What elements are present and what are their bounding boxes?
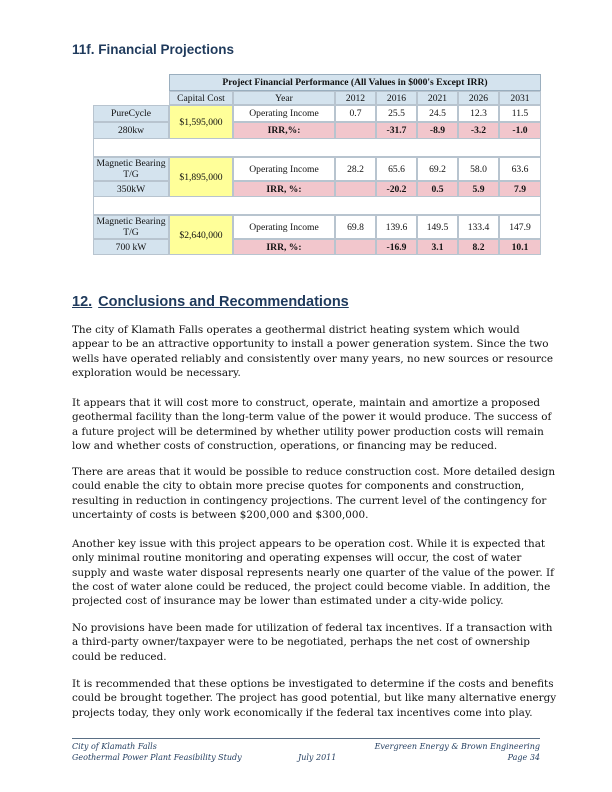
operating-income-row bbox=[233, 215, 541, 239]
table-spacer-row bbox=[93, 139, 541, 157]
value-cell: 69.2 bbox=[417, 157, 458, 181]
value-cell: 149.5 bbox=[417, 215, 458, 239]
footer-rule bbox=[72, 738, 540, 739]
project-capacity: 350kW bbox=[93, 181, 169, 197]
irr-row bbox=[233, 239, 541, 255]
capital-cost-cell: $1,895,000 bbox=[169, 157, 233, 197]
project-block-purecycle bbox=[93, 105, 541, 139]
value-cell: 139.6 bbox=[376, 215, 417, 239]
value-cell: 10.1 bbox=[499, 239, 541, 255]
value-cell: -8.9 bbox=[417, 122, 458, 139]
value-cell bbox=[335, 122, 376, 139]
header-capital-cost: Capital Cost bbox=[169, 91, 233, 105]
value-cell: 58.0 bbox=[458, 157, 499, 181]
header-2012: 2012 bbox=[335, 91, 376, 105]
operating-income-row bbox=[233, 105, 541, 122]
value-cell: 7.9 bbox=[499, 181, 541, 197]
project-name: Magnetic Bearing T/G bbox=[93, 157, 169, 181]
section-number: 12. bbox=[72, 294, 93, 310]
header-2031: 2031 bbox=[499, 91, 541, 105]
project-capacity: 280kw bbox=[93, 122, 169, 139]
capital-cost-cell: $2,640,000 bbox=[169, 215, 233, 255]
value-cell bbox=[335, 239, 376, 255]
value-cell: -16.9 bbox=[376, 239, 417, 255]
value-cell: 8.2 bbox=[458, 239, 499, 255]
table-spacer-row bbox=[93, 197, 541, 215]
value-cell: 63.6 bbox=[499, 157, 541, 181]
paragraph: There are areas that it would be possible to reduce construction cost. More detailed design could enable the city to obtain more precise quotes for components and construction, resulting in reduction in contingency projections. The current level of the contingency for uncertainty of costs is between $200,000 and $300,000. bbox=[72, 466, 556, 521]
value-cell: 133.4 bbox=[458, 215, 499, 239]
section-title: Conclusions and Recommendations bbox=[98, 294, 349, 310]
value-cell: 0.7 bbox=[335, 105, 376, 122]
value-cell: -1.0 bbox=[499, 122, 541, 139]
value-cell: 5.9 bbox=[458, 181, 499, 197]
value-cell: -31.7 bbox=[376, 122, 417, 139]
footer-date: July 2011 bbox=[298, 753, 337, 762]
value-cell: 65.6 bbox=[376, 157, 417, 181]
project-name: Magnetic Bearing T/G bbox=[93, 215, 169, 239]
project-capacity: 700 kW bbox=[93, 239, 169, 255]
value-cell bbox=[335, 181, 376, 197]
value-cell: -3.2 bbox=[458, 122, 499, 139]
paragraph: It appears that it will cost more to construct, operate, maintain and amortize a proposed geothermal facility than the long-term value of the power it would produce. The success of a future project will be determined by whether utility power production costs will remain low and whether costs of construction, operations, or financing may be reduced. bbox=[72, 397, 552, 452]
footer-page-number: Page 34 bbox=[507, 753, 540, 762]
section-heading-conclusions bbox=[72, 294, 349, 310]
project-name: PureCycle bbox=[93, 105, 169, 122]
row-label: Operating Income bbox=[233, 215, 335, 239]
row-label: IRR,%: bbox=[233, 122, 335, 139]
project-block-magnetic-700kw bbox=[93, 215, 541, 255]
value-cell: 28.2 bbox=[335, 157, 376, 181]
irr-row bbox=[233, 181, 541, 197]
table-title: Project Financial Performance (All Values in $000's Except IRR) bbox=[169, 74, 541, 91]
paragraph: It is recommended that these options be investigated to determine if the costs and benefits could be brought together. The project has good potential, but like many alternative energy projects today, they only work economically if the federal tax incentives come into play. bbox=[72, 678, 557, 719]
footer-left-line2: Geothermal Power Plant Feasibility Study bbox=[72, 753, 242, 762]
value-cell: 25.5 bbox=[376, 105, 417, 122]
row-label: Operating Income bbox=[233, 105, 335, 122]
capital-cost-cell: $1,595,000 bbox=[169, 105, 233, 139]
irr-row bbox=[233, 122, 541, 139]
project-block-magnetic-350kw bbox=[93, 157, 541, 195]
value-cell: 147.9 bbox=[499, 215, 541, 239]
operating-income-row bbox=[233, 157, 541, 181]
value-cell: -20.2 bbox=[376, 181, 417, 197]
header-year: Year bbox=[233, 91, 335, 105]
value-cell: 69.8 bbox=[335, 215, 376, 239]
value-cell: 0.5 bbox=[417, 181, 458, 197]
row-label: IRR, %: bbox=[233, 181, 335, 197]
footer-right-line1: Evergreen Energy & Brown Engineering bbox=[374, 742, 540, 751]
paragraph: No provisions have been made for utilization of federal tax incentives. If a transaction with a third-party owner/taxpayer were to be negotiated, perhaps the net cost of ownership could be reduced. bbox=[72, 622, 553, 663]
header-2026: 2026 bbox=[458, 91, 499, 105]
value-cell: 11.5 bbox=[499, 105, 541, 122]
paragraph: Another key issue with this project appears to be operation cost. While it is expected that only minimal routine monitoring and operating expenses will occur, the cost of water supply and waste water disposal represents nearly one quarter of the value of the power. If the cost of water alone could be reduced, the project could become viable. In addition, the projected cost of insurance may be lower than estimated under a city-wide policy. bbox=[72, 538, 554, 608]
value-cell: 24.5 bbox=[417, 105, 458, 122]
header-2021: 2021 bbox=[417, 91, 458, 105]
section-heading-financial-projections: 11f. Financial Projections bbox=[72, 42, 235, 57]
value-cell: 12.3 bbox=[458, 105, 499, 122]
value-cell: 3.1 bbox=[417, 239, 458, 255]
footer-left-line1: City of Klamath Falls bbox=[72, 742, 157, 751]
row-label: Operating Income bbox=[233, 157, 335, 181]
paragraph: The city of Klamath Falls operates a geothermal district heating system which would appear to be an attractive opportunity to install a power generation system. Since the two wells have operated reliably and consistently over many years, no new sources or resource exploration would be necessary. bbox=[72, 324, 553, 379]
table-header-row bbox=[169, 91, 541, 105]
header-2016: 2016 bbox=[376, 91, 417, 105]
row-label: IRR, %: bbox=[233, 239, 335, 255]
